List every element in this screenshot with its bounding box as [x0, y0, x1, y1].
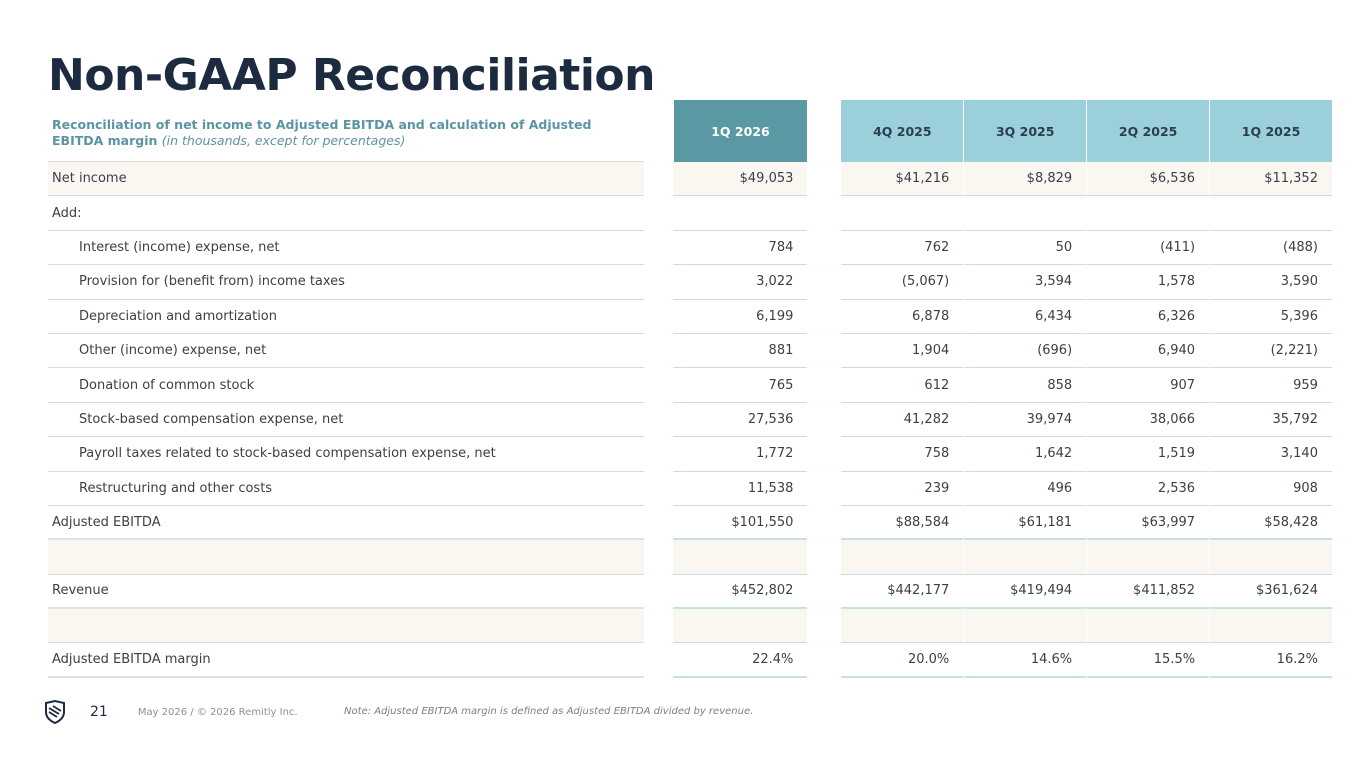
cell-1q-2026: $452,802: [673, 575, 807, 609]
table-caption-bold: Reconciliation of net income to Adjusted EBITDA and calculation of Adjusted EBITDA margin: [52, 117, 592, 148]
cell-1q-2026: 11,538: [673, 472, 807, 506]
cell-1q-2025: 35,792: [1210, 403, 1332, 437]
cell-4q-2025: [841, 196, 963, 230]
cell-3q-2025: [964, 609, 1086, 643]
cell-1q-2026: $101,550: [673, 506, 807, 540]
cell-1q-2025: 5,396: [1210, 300, 1332, 334]
cell-3q-2025: 1,642: [964, 437, 1086, 471]
row-label: Adjusted EBITDA: [48, 506, 644, 540]
cell-4q-2025: 762: [841, 231, 963, 265]
cell-2q-2025: [1087, 540, 1209, 574]
table-row: [48, 368, 1332, 402]
cell-1q-2025: $11,352: [1210, 162, 1332, 196]
row-label: Depreciation and amortization: [48, 300, 644, 334]
cell-1q-2026: [673, 609, 807, 643]
table-row: [48, 472, 1332, 506]
page-title: Non-GAAP Reconciliation: [48, 50, 655, 101]
cell-3q-2025: (696): [964, 334, 1086, 368]
footer-note: Note: Adjusted EBITDA margin is defined as Adjusted EBITDA divided by revenue.: [344, 706, 754, 717]
cell-4q-2025: 758: [841, 437, 963, 471]
table-row: [48, 540, 1332, 574]
table-row: [48, 300, 1332, 334]
cell-1q-2026: 3,022: [673, 265, 807, 299]
cell-2q-2025: [1087, 196, 1209, 230]
cell-4q-2025: 20.0%: [841, 643, 963, 677]
table-row: [48, 609, 1332, 643]
cell-1q-2025: $58,428: [1210, 506, 1332, 540]
table-row: [48, 403, 1332, 437]
cell-2q-2025: 6,326: [1087, 300, 1209, 334]
table-row: [48, 575, 1332, 609]
cell-3q-2025: 6,434: [964, 300, 1086, 334]
cell-4q-2025: 41,282: [841, 403, 963, 437]
row-label: Restructuring and other costs: [48, 472, 644, 506]
table-row: [48, 334, 1332, 368]
header-1q-2026: 1Q 2026: [674, 100, 808, 162]
table-body: [48, 162, 1332, 678]
table-row: [48, 231, 1332, 265]
cell-4q-2025: 6,878: [841, 300, 963, 334]
cell-1q-2025: [1210, 540, 1332, 574]
cell-1q-2025: 16.2%: [1210, 643, 1332, 677]
cell-1q-2026: 765: [673, 368, 807, 402]
cell-3q-2025: [964, 540, 1086, 574]
cell-1q-2025: [1210, 196, 1332, 230]
cell-1q-2026: 27,536: [673, 403, 807, 437]
cell-2q-2025: 1,578: [1087, 265, 1209, 299]
table-row: [48, 437, 1332, 471]
footer: [44, 698, 298, 726]
cell-4q-2025: [841, 540, 963, 574]
cell-3q-2025: $419,494: [964, 575, 1086, 609]
cell-4q-2025: $41,216: [841, 162, 963, 196]
cell-2q-2025: 6,940: [1087, 334, 1209, 368]
cell-4q-2025: 1,904: [841, 334, 963, 368]
cell-3q-2025: 496: [964, 472, 1086, 506]
cell-3q-2025: $8,829: [964, 162, 1086, 196]
header-4q-2025: 4Q 2025: [841, 100, 963, 162]
row-label: Interest (income) expense, net: [48, 231, 644, 265]
cell-2q-2025: $63,997: [1087, 506, 1209, 540]
cell-3q-2025: 50: [964, 231, 1086, 265]
reconciliation-table: [48, 100, 1332, 678]
row-label: Other (income) expense, net: [48, 334, 644, 368]
cell-1q-2026: [673, 540, 807, 574]
cell-1q-2025: 3,140: [1210, 437, 1332, 471]
cell-3q-2025: 858: [964, 368, 1086, 402]
cell-3q-2025: 3,594: [964, 265, 1086, 299]
row-label: Add:: [48, 196, 644, 230]
cell-3q-2025: 14.6%: [964, 643, 1086, 677]
row-label: Payroll taxes related to stock-based compensation expense, net: [48, 437, 644, 471]
cell-3q-2025: [964, 196, 1086, 230]
table-caption-italic: (in thousands, except for percentages): [161, 133, 406, 148]
cell-2q-2025: $411,852: [1087, 575, 1209, 609]
cell-2q-2025: (411): [1087, 231, 1209, 265]
cell-2q-2025: 38,066: [1087, 403, 1209, 437]
table-row: [48, 643, 1332, 677]
cell-4q-2025: [841, 609, 963, 643]
cell-1q-2025: [1210, 609, 1332, 643]
row-label: Net income: [48, 162, 644, 196]
cell-2q-2025: 1,519: [1087, 437, 1209, 471]
cell-4q-2025: 239: [841, 472, 963, 506]
cell-4q-2025: $442,177: [841, 575, 963, 609]
table-header-row: [48, 100, 1332, 162]
cell-1q-2025: 3,590: [1210, 265, 1332, 299]
cell-1q-2026: 6,199: [673, 300, 807, 334]
cell-3q-2025: $61,181: [964, 506, 1086, 540]
footer-date-copyright: May 2026 / © 2026 Remitly Inc.: [137, 706, 298, 718]
cell-3q-2025: 39,974: [964, 403, 1086, 437]
cell-1q-2026: 1,772: [673, 437, 807, 471]
remitly-shield-icon: [44, 700, 66, 724]
cell-1q-2025: (2,221): [1210, 334, 1332, 368]
cell-1q-2025: 908: [1210, 472, 1332, 506]
cell-2q-2025: 907: [1087, 368, 1209, 402]
cell-4q-2025: (5,067): [841, 265, 963, 299]
table-caption: [48, 100, 644, 162]
table-row: [48, 196, 1332, 230]
row-label: Donation of common stock: [48, 368, 644, 402]
cell-1q-2026: 881: [673, 334, 807, 368]
cell-1q-2026: $49,053: [673, 162, 807, 196]
cell-4q-2025: 612: [841, 368, 963, 402]
table-row: [48, 265, 1332, 299]
row-label: Stock-based compensation expense, net: [48, 403, 644, 437]
row-label: [48, 609, 644, 643]
row-label: Adjusted EBITDA margin: [48, 643, 644, 677]
cell-2q-2025: 15.5%: [1087, 643, 1209, 677]
cell-2q-2025: $6,536: [1087, 162, 1209, 196]
row-label: Revenue: [48, 575, 644, 609]
table-row: [48, 162, 1332, 196]
header-1q-2025: 1Q 2025: [1210, 100, 1332, 162]
cell-1q-2025: $361,624: [1210, 575, 1332, 609]
cell-1q-2026: 784: [673, 231, 807, 265]
cell-1q-2025: 959: [1210, 368, 1332, 402]
cell-2q-2025: 2,536: [1087, 472, 1209, 506]
header-2q-2025: 2Q 2025: [1087, 100, 1209, 162]
cell-1q-2025: (488): [1210, 231, 1332, 265]
row-label: Provision for (benefit from) income taxes: [48, 265, 644, 299]
cell-1q-2026: 22.4%: [673, 643, 807, 677]
page-number: 21: [90, 704, 108, 720]
table-row: [48, 506, 1332, 540]
cell-2q-2025: [1087, 609, 1209, 643]
row-label: [48, 540, 644, 574]
cell-1q-2026: [673, 196, 807, 230]
cell-4q-2025: $88,584: [841, 506, 963, 540]
header-3q-2025: 3Q 2025: [964, 100, 1086, 162]
